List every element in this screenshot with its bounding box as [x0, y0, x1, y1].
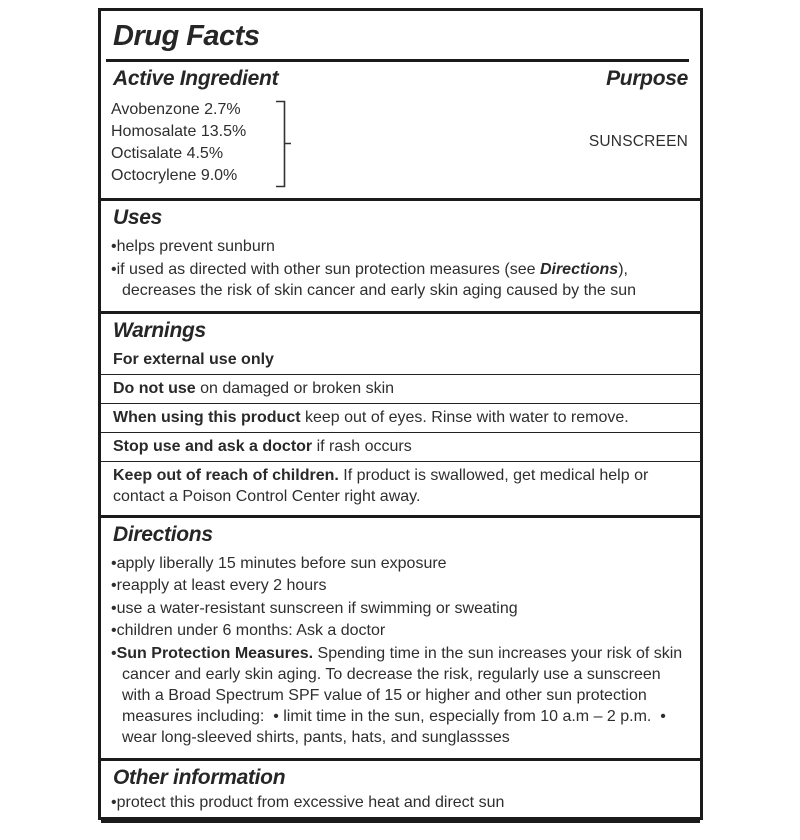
ingredient-item: Octisalate 4.5% — [111, 145, 224, 162]
directions-item — [111, 575, 688, 596]
ingredient-item: Octocrylene 9.0% — [111, 167, 238, 184]
directions-item-text: Spending time in the sun increases your risk of skin cancer and early skin aging. To decrease the risk, regularly use a sunscreen with a Broad Spectrum SPF value of 15 or higher and other sun protection measures including: • limit time in the sun, especially from 10 a.m – 2 p.m. • wear long-sleeved shirts, pants, hats, and sunglassses — [122, 644, 687, 746]
warning-bold-text: For external use only — [113, 350, 274, 368]
directions-item — [111, 643, 688, 748]
other-information-item — [111, 792, 688, 813]
directions-item — [111, 620, 688, 641]
warning-row — [101, 375, 700, 404]
warning-text: keep out of eyes. Rinse with water to remove. — [300, 408, 629, 426]
directions-item-text: reapply at least every 2 hours — [116, 577, 327, 594]
uses-item — [111, 236, 688, 257]
active-ingredient-header-row — [101, 62, 700, 91]
other-information-item-text: protect this product from excessive heat and direct sun — [116, 793, 505, 811]
other-information-list — [111, 792, 688, 813]
section-other-information — [101, 758, 700, 813]
warning-bold-text: Keep out of reach of children. — [113, 466, 339, 484]
section-divider — [101, 820, 700, 840]
section-warnings — [101, 311, 700, 515]
warning-bold-text: Do not use — [113, 379, 196, 397]
directions-item — [111, 553, 688, 574]
warning-row — [101, 404, 700, 433]
section-active-ingredient — [101, 62, 700, 189]
directions-item-bold: Sun Protection Measures. — [116, 644, 314, 662]
uses-heading: Uses — [113, 206, 163, 229]
warning-bold-text: Stop use and ask a doctor — [113, 437, 313, 455]
active-ingredient-body — [111, 99, 688, 189]
ingredient-item: Avobenzone 2.7% — [111, 101, 241, 118]
uses-item-text: helps prevent sunburn — [116, 238, 275, 255]
warning-row — [101, 462, 700, 515]
drug-facts-panel — [98, 8, 703, 820]
uses-item-text: if used as directed with other sun protection measures (see — [116, 260, 540, 278]
uses-item-text: ), decreases the risk of skin cancer and early skin aging caused by the sun — [122, 260, 637, 299]
warning-text: on damaged or broken skin — [195, 379, 395, 397]
other-information-heading: Other information — [113, 765, 286, 789]
uses-list — [111, 236, 688, 301]
section-uses — [101, 198, 700, 301]
warning-bold-text: When using this product — [113, 408, 301, 426]
warning-row — [101, 346, 700, 375]
panel-title: Drug Facts — [106, 11, 689, 62]
directions-item — [111, 598, 688, 619]
warning-row — [101, 433, 700, 462]
purpose-heading: Purpose — [606, 67, 688, 90]
section-directions — [101, 515, 700, 748]
uses-item — [111, 259, 688, 301]
directions-item-text: apply liberally 15 minutes before sun exposure — [116, 554, 447, 572]
directions-list — [111, 553, 688, 748]
uses-item-bold: Directions — [539, 260, 619, 278]
ingredient-group-bracket-icon — [273, 100, 293, 188]
directions-item-text: use a water-resistant sunscreen if swimming or sweating — [116, 599, 518, 617]
warning-text: if rash occurs — [312, 437, 412, 455]
warnings-heading: Warnings — [113, 318, 206, 342]
directions-item-text: children under 6 months: Ask a doctor — [116, 622, 386, 639]
warnings-rows — [101, 346, 700, 515]
warning-text: If product is swallowed, get medical help or contact a Poison Control Center right away. — [113, 466, 653, 505]
active-ingredient-heading: Active Ingredient — [113, 67, 279, 90]
directions-heading: Directions — [113, 522, 213, 546]
ingredient-item: Homosalate 13.5% — [111, 123, 247, 140]
purpose-value: SUNSCREEN — [588, 133, 688, 150]
